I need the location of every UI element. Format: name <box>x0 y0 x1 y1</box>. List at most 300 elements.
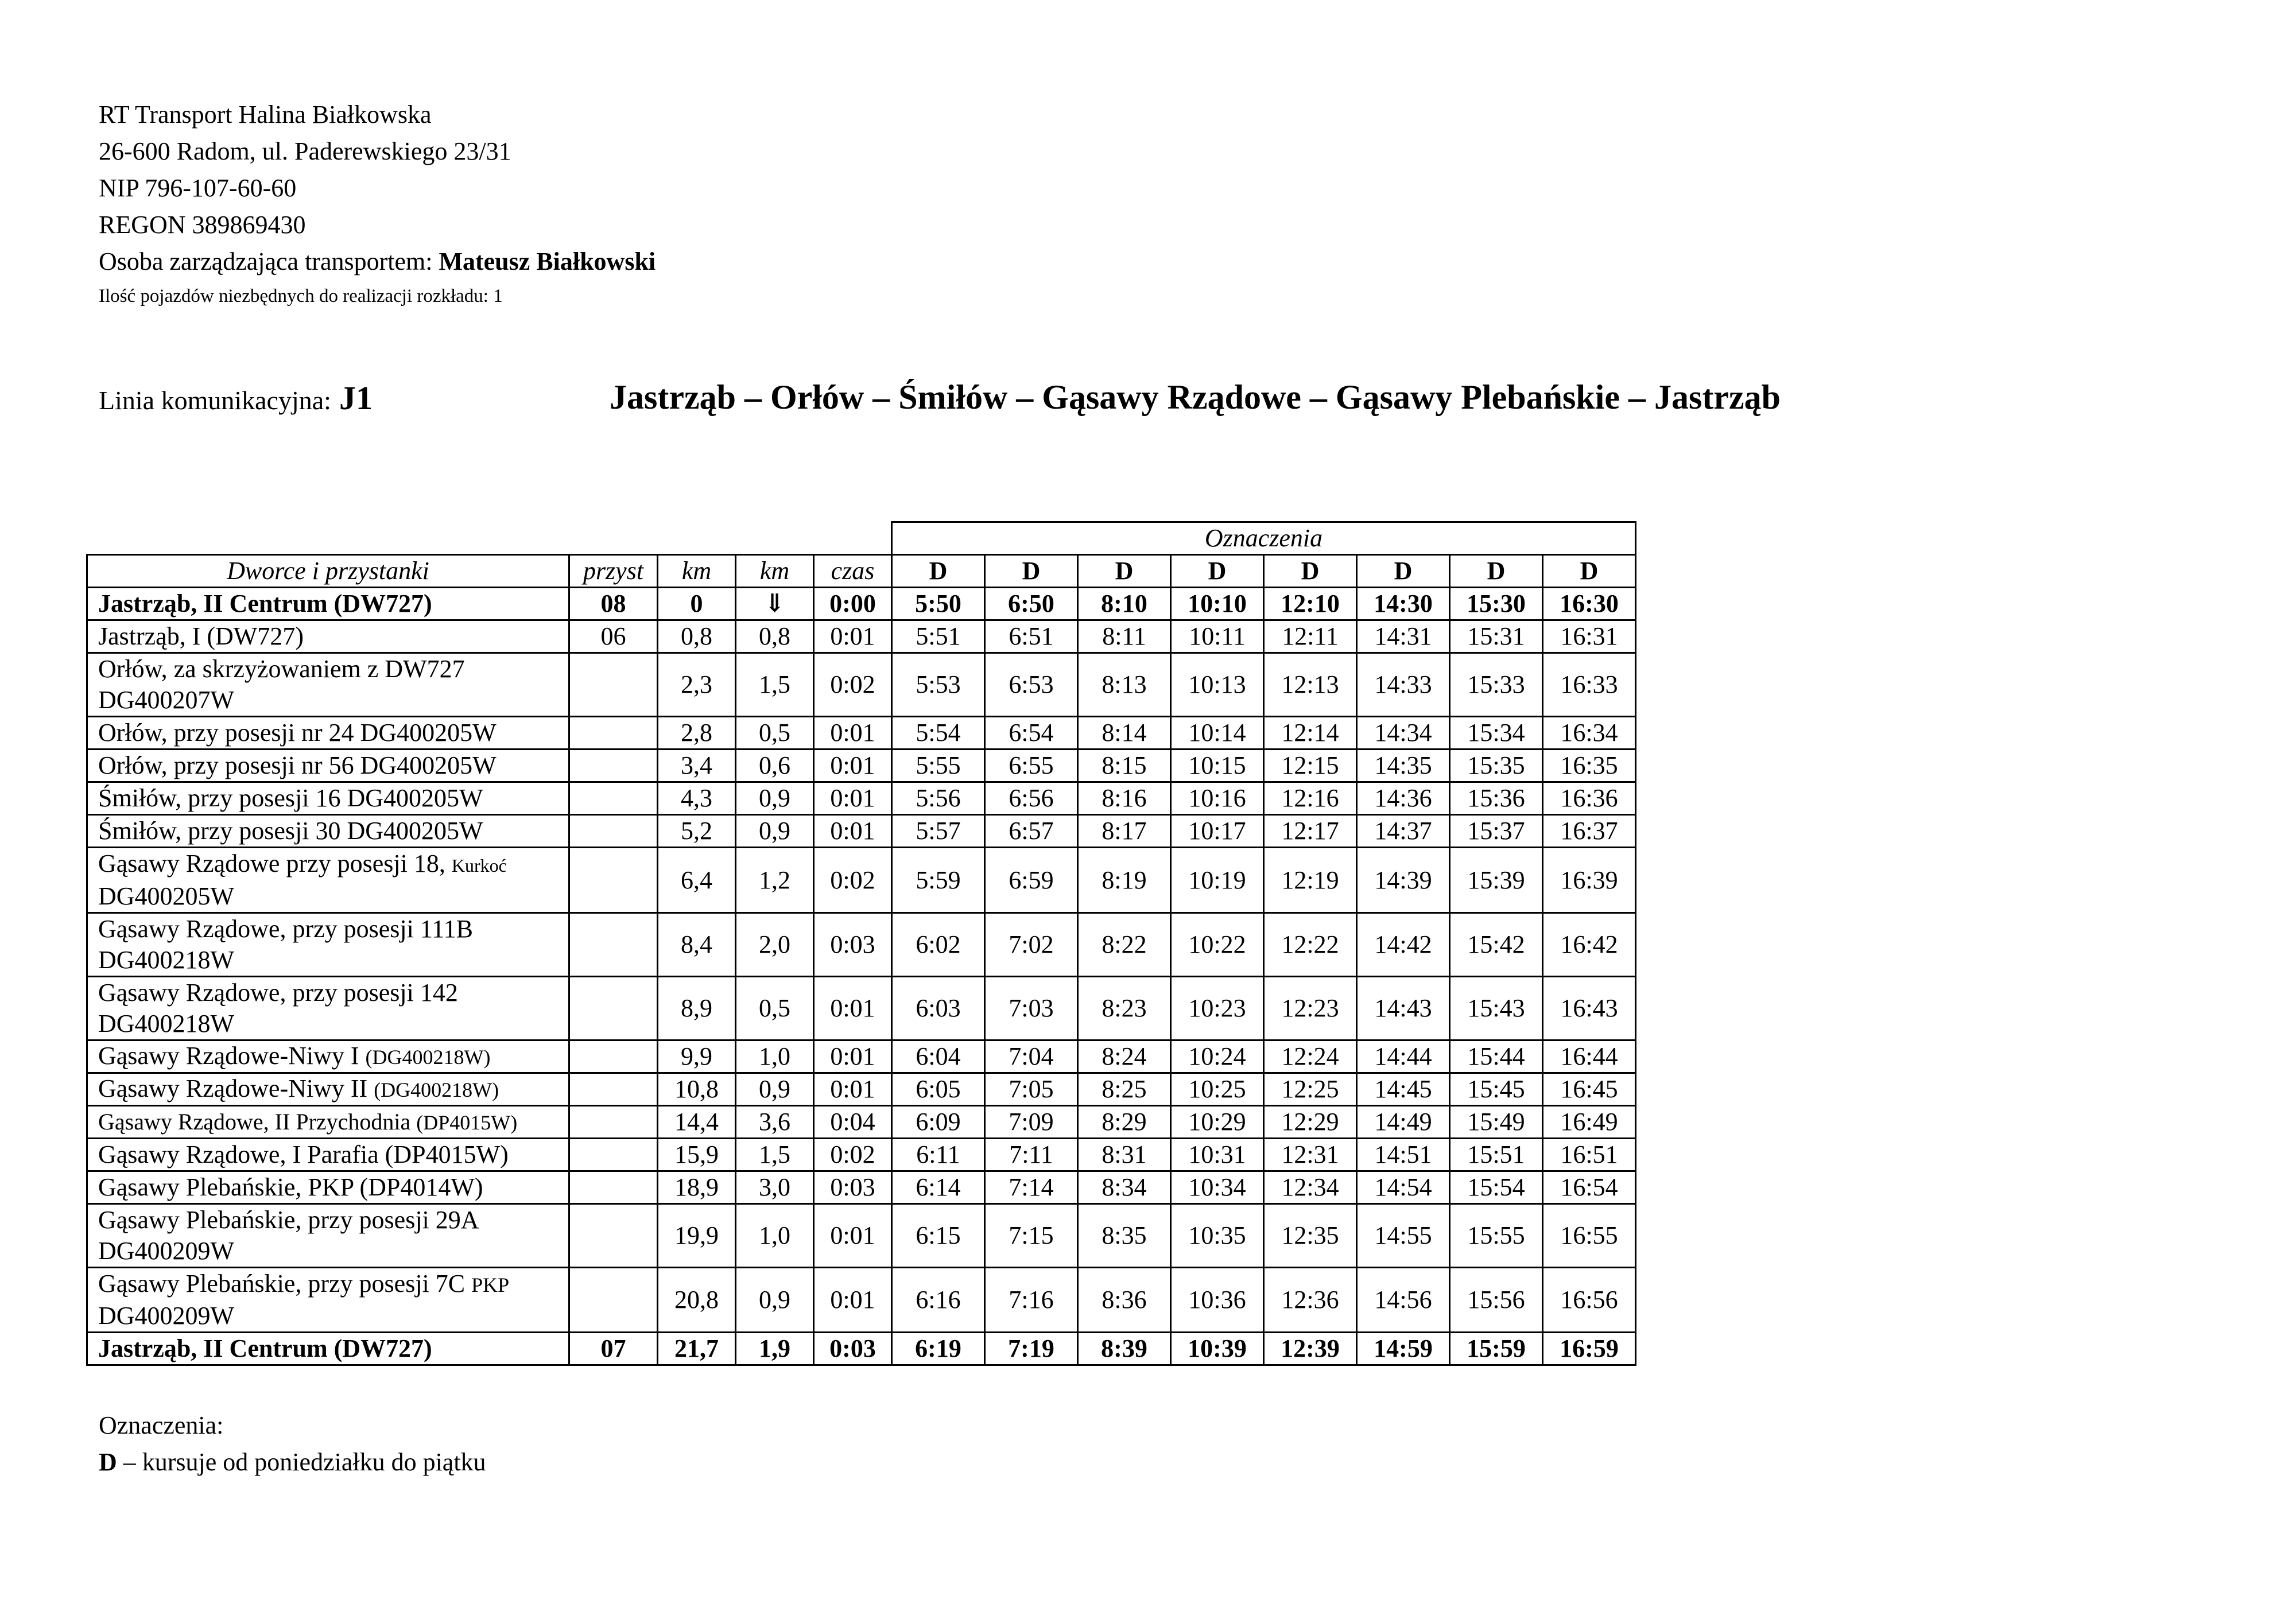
czas-cell: 0:03 <box>814 913 892 977</box>
table-row <box>87 750 1636 782</box>
line-label <box>99 379 373 417</box>
departure-time-cell: 10:31 <box>1171 1139 1264 1171</box>
departure-time-cell: 16:45 <box>1543 1073 1636 1106</box>
km-cell: 19,9 <box>658 1204 736 1268</box>
departure-time-cell: 6:03 <box>892 977 985 1040</box>
col-course: D <box>1078 555 1171 588</box>
departure-time-cell: 16:31 <box>1543 620 1636 653</box>
departure-time-cell: 15:34 <box>1450 717 1543 750</box>
czas-cell: 0:01 <box>814 1204 892 1268</box>
route-title: Jastrząb – Orłów – Śmiłów – Gąsawy Rządowe – Gąsawy Plebańskie – Jastrząb <box>610 378 1781 416</box>
departure-time-cell: 5:55 <box>892 750 985 782</box>
departure-time-cell: 12:19 <box>1264 848 1357 913</box>
departure-time-cell: 7:15 <box>985 1204 1078 1268</box>
departure-time-cell: 6:55 <box>985 750 1078 782</box>
przyst-cell <box>569 1040 658 1073</box>
departure-time-cell: 16:56 <box>1543 1268 1636 1333</box>
stop-name-cell <box>87 588 569 620</box>
czas-cell: 0:01 <box>814 750 892 782</box>
stop-name-suffix: (DG400218W) <box>374 1078 499 1101</box>
stop-name-suffix: Kurkoć <box>451 855 507 876</box>
table-row <box>87 815 1636 848</box>
table-row <box>87 588 1636 620</box>
departure-time-cell: 14:35 <box>1357 750 1450 782</box>
departure-time-cell: 8:17 <box>1078 815 1171 848</box>
line-label-text: Linia komunikacyjna: <box>99 386 331 415</box>
departure-time-cell: 6:11 <box>892 1139 985 1171</box>
departure-time-cell: 12:17 <box>1264 815 1357 848</box>
departure-time-cell: 10:16 <box>1171 782 1264 815</box>
table-row <box>87 977 1636 1040</box>
departure-time-cell: 10:11 <box>1171 620 1264 653</box>
departure-time-cell: 6:56 <box>985 782 1078 815</box>
table-row <box>87 1171 1636 1204</box>
departure-time-cell: 12:22 <box>1264 913 1357 977</box>
stop-name-cell <box>87 1333 569 1365</box>
departure-time-cell: 6:14 <box>892 1171 985 1204</box>
departure-time-cell: 15:30 <box>1450 588 1543 620</box>
table-row <box>87 1333 1636 1365</box>
departure-time-cell: 15:31 <box>1450 620 1543 653</box>
departure-time-cell: 14:42 <box>1357 913 1450 977</box>
stop-name: Gąsawy Rządowe, przy posesji 111B <box>98 915 473 943</box>
timetable <box>86 521 1636 1366</box>
przyst-cell <box>569 653 658 717</box>
col-course: D <box>1543 555 1636 588</box>
km-cell: 10,8 <box>658 1073 736 1106</box>
stop-name-cell <box>87 1268 569 1333</box>
departure-time-cell: 16:43 <box>1543 977 1636 1040</box>
km-cell: 18,9 <box>658 1171 736 1204</box>
km-cell: 5,2 <box>658 815 736 848</box>
departure-time-cell: 16:33 <box>1543 653 1636 717</box>
stop-code: DG400207W <box>98 686 235 714</box>
departure-time-cell: 14:49 <box>1357 1106 1450 1139</box>
km-section-cell: 3,6 <box>736 1106 814 1139</box>
departure-time-cell: 7:02 <box>985 913 1078 977</box>
przyst-cell <box>569 913 658 977</box>
company-info <box>99 96 656 312</box>
km-cell: 3,4 <box>658 750 736 782</box>
km-section-cell: 0,5 <box>736 977 814 1040</box>
departure-time-cell: 6:02 <box>892 913 985 977</box>
departure-time-cell: 15:33 <box>1450 653 1543 717</box>
stop-name-cell <box>87 1073 569 1106</box>
km-section-cell: 0,6 <box>736 750 814 782</box>
stop-name-cell <box>87 977 569 1040</box>
czas-cell: 0:01 <box>814 782 892 815</box>
stop-name: Gąsawy Rządowe-Niwy I <box>98 1042 366 1070</box>
departure-time-cell: 7:04 <box>985 1040 1078 1073</box>
departure-time-cell: 10:34 <box>1171 1171 1264 1204</box>
departure-time-cell: 16:34 <box>1543 717 1636 750</box>
departure-time-cell: 10:13 <box>1171 653 1264 717</box>
departure-time-cell: 8:13 <box>1078 653 1171 717</box>
departure-time-cell: 10:10 <box>1171 588 1264 620</box>
departure-time-cell: 7:03 <box>985 977 1078 1040</box>
departure-time-cell: 10:39 <box>1171 1333 1264 1365</box>
company-regon: REGON 389869430 <box>99 211 306 239</box>
table-row <box>87 913 1636 977</box>
group-header: Oznaczenia <box>892 522 1636 555</box>
stop-code: DG400218W <box>98 946 235 974</box>
manager-name: Mateusz Białkowski <box>439 247 656 275</box>
czas-cell: 0:01 <box>814 1073 892 1106</box>
departure-time-cell: 14:39 <box>1357 848 1450 913</box>
departure-time-cell: 6:50 <box>985 588 1078 620</box>
departure-time-cell: 16:37 <box>1543 815 1636 848</box>
vehicles-note: Ilość pojazdów niezbędnych do realizacji rozkładu: 1 <box>99 286 503 306</box>
timetable-body <box>87 588 1636 1365</box>
przyst-cell <box>569 1204 658 1268</box>
departure-time-cell: 16:51 <box>1543 1139 1636 1171</box>
departure-time-cell: 16:35 <box>1543 750 1636 782</box>
stop-name-suffix: PKP <box>471 1273 510 1296</box>
departure-time-cell: 6:15 <box>892 1204 985 1268</box>
departure-time-cell: 7:14 <box>985 1171 1078 1204</box>
stop-name-cell <box>87 848 569 913</box>
departure-time-cell: 15:43 <box>1450 977 1543 1040</box>
departure-time-cell: 14:37 <box>1357 815 1450 848</box>
company-address: 26-600 Radom, ul. Paderewskiego 23/31 <box>99 137 511 165</box>
departure-time-cell: 14:33 <box>1357 653 1450 717</box>
departure-time-cell: 12:34 <box>1264 1171 1357 1204</box>
departure-time-cell: 8:29 <box>1078 1106 1171 1139</box>
km-section-cell: 2,0 <box>736 913 814 977</box>
stop-name-cell <box>87 620 569 653</box>
departure-time-cell: 6:51 <box>985 620 1078 653</box>
departure-time-cell: 16:49 <box>1543 1106 1636 1139</box>
czas-cell: 0:02 <box>814 653 892 717</box>
km-section-cell: 1,9 <box>736 1333 814 1365</box>
stop-name-suffix: (DP4015W) <box>416 1111 518 1134</box>
departure-time-cell: 15:56 <box>1450 1268 1543 1333</box>
company-name: RT Transport Halina Białkowska <box>99 100 432 129</box>
departure-time-cell: 12:36 <box>1264 1268 1357 1333</box>
stop-name: Gąsawy Rządowe, I Parafia (DP4015W) <box>98 1140 509 1168</box>
col-course: D <box>1264 555 1357 588</box>
km-section-cell: 0,9 <box>736 1268 814 1333</box>
table-row <box>87 717 1636 750</box>
departure-time-cell: 8:14 <box>1078 717 1171 750</box>
departure-time-cell: 15:59 <box>1450 1333 1543 1365</box>
km-cell: 0 <box>658 588 736 620</box>
stop-name: Orłów, przy posesji nr 56 DG400205W <box>98 751 497 779</box>
czas-cell: 0:04 <box>814 1106 892 1139</box>
czas-cell: 0:01 <box>814 977 892 1040</box>
table-row <box>87 1073 1636 1106</box>
czas-cell: 0:02 <box>814 848 892 913</box>
departure-time-cell: 5:54 <box>892 717 985 750</box>
departure-time-cell: 16:36 <box>1543 782 1636 815</box>
stop-name: Gąsawy Plebańskie, przy posesji 7C <box>98 1269 472 1298</box>
legend-description: – kursuje od poniedziałku do piątku <box>117 1448 486 1476</box>
km-section-cell: 0,5 <box>736 717 814 750</box>
departure-time-cell: 6:05 <box>892 1073 985 1106</box>
czas-cell: 0:00 <box>814 588 892 620</box>
stop-name: Gąsawy Rządowe, przy posesji 142 <box>98 979 458 1007</box>
departure-time-cell: 6:16 <box>892 1268 985 1333</box>
departure-time-cell: 5:57 <box>892 815 985 848</box>
departure-time-cell: 5:51 <box>892 620 985 653</box>
czas-cell: 0:03 <box>814 1333 892 1365</box>
czas-cell: 0:02 <box>814 1139 892 1171</box>
col-course: D <box>985 555 1078 588</box>
stop-name-cell <box>87 782 569 815</box>
departure-time-cell: 16:30 <box>1543 588 1636 620</box>
col-course: D <box>1357 555 1450 588</box>
stop-name-cell <box>87 1040 569 1073</box>
departure-time-cell: 8:16 <box>1078 782 1171 815</box>
departure-time-cell: 14:45 <box>1357 1073 1450 1106</box>
departure-time-cell: 12:16 <box>1264 782 1357 815</box>
table-row <box>87 1040 1636 1073</box>
legend-title: Oznaczenia: <box>99 1411 224 1439</box>
departure-time-cell: 15:51 <box>1450 1139 1543 1171</box>
przyst-cell <box>569 782 658 815</box>
departure-time-cell: 8:19 <box>1078 848 1171 913</box>
departure-time-cell: 10:25 <box>1171 1073 1264 1106</box>
table-row <box>87 653 1636 717</box>
km-cell: 6,4 <box>658 848 736 913</box>
km-section-cell: 1,5 <box>736 1139 814 1171</box>
departure-time-cell: 5:53 <box>892 653 985 717</box>
departure-time-cell: 10:36 <box>1171 1268 1264 1333</box>
departure-time-cell: 10:22 <box>1171 913 1264 977</box>
departure-time-cell: 15:54 <box>1450 1171 1543 1204</box>
departure-time-cell: 12:29 <box>1264 1106 1357 1139</box>
przyst-cell: 07 <box>569 1333 658 1365</box>
departure-time-cell: 15:42 <box>1450 913 1543 977</box>
table-row <box>87 782 1636 815</box>
departure-time-cell: 8:36 <box>1078 1268 1171 1333</box>
departure-time-cell: 7:05 <box>985 1073 1078 1106</box>
departure-time-cell: 8:22 <box>1078 913 1171 977</box>
departure-time-cell: 6:59 <box>985 848 1078 913</box>
departure-time-cell: 7:11 <box>985 1139 1078 1171</box>
departure-time-cell: 12:10 <box>1264 588 1357 620</box>
stop-name: Jastrząb, II Centrum (DW727) <box>98 589 432 618</box>
przyst-cell <box>569 815 658 848</box>
stop-name: Gąsawy Plebańskie, PKP (DP4014W) <box>98 1173 483 1201</box>
czas-cell: 0:01 <box>814 717 892 750</box>
przyst-cell <box>569 1268 658 1333</box>
col-course: D <box>1171 555 1264 588</box>
przyst-cell <box>569 1073 658 1106</box>
departure-time-cell: 14:31 <box>1357 620 1450 653</box>
km-cell: 2,3 <box>658 653 736 717</box>
legend-item <box>99 1444 486 1481</box>
km-cell: 8,4 <box>658 913 736 977</box>
manager-label: Osoba zarządzająca transportem: <box>99 247 439 275</box>
departure-time-cell: 12:39 <box>1264 1333 1357 1365</box>
col-course: D <box>1450 555 1543 588</box>
departure-time-cell: 10:35 <box>1171 1204 1264 1268</box>
km-cell: 21,7 <box>658 1333 736 1365</box>
departure-time-cell: 12:24 <box>1264 1040 1357 1073</box>
departure-time-cell: 15:45 <box>1450 1073 1543 1106</box>
stop-name: Śmiłów, przy posesji 30 DG400205W <box>98 817 483 845</box>
col-km-section: km <box>736 555 814 588</box>
stop-name-suffix: (DG400218W) <box>365 1046 491 1069</box>
stop-name: Jastrząb, II Centrum (DW727) <box>98 1334 432 1362</box>
departure-time-cell: 12:25 <box>1264 1073 1357 1106</box>
column-header-row <box>87 555 1636 588</box>
km-cell: 8,9 <box>658 977 736 1040</box>
table-row <box>87 1106 1636 1139</box>
departure-time-cell: 10:17 <box>1171 815 1264 848</box>
czas-cell: 0:01 <box>814 815 892 848</box>
km-section-cell: ⇓ <box>736 588 814 620</box>
przyst-cell <box>569 1106 658 1139</box>
departure-time-cell: 6:19 <box>892 1333 985 1365</box>
stop-name-cell <box>87 1171 569 1204</box>
km-section-cell: 1,5 <box>736 653 814 717</box>
departure-time-cell: 10:24 <box>1171 1040 1264 1073</box>
line-code: J1 <box>339 379 373 417</box>
stop-name-cell <box>87 717 569 750</box>
group-header-spacer <box>87 522 892 555</box>
departure-time-cell: 10:14 <box>1171 717 1264 750</box>
czas-cell: 0:01 <box>814 1040 892 1073</box>
legend-code: D <box>99 1448 117 1476</box>
przyst-cell <box>569 750 658 782</box>
departure-time-cell: 14:44 <box>1357 1040 1450 1073</box>
km-cell: 15,9 <box>658 1139 736 1171</box>
km-section-cell: 1,2 <box>736 848 814 913</box>
departure-time-cell: 8:10 <box>1078 588 1171 620</box>
przyst-cell <box>569 977 658 1040</box>
departure-time-cell: 16:54 <box>1543 1171 1636 1204</box>
departure-time-cell: 6:53 <box>985 653 1078 717</box>
stop-name-cell <box>87 653 569 717</box>
departure-time-cell: 8:15 <box>1078 750 1171 782</box>
km-cell: 0,8 <box>658 620 736 653</box>
km-section-cell: 3,0 <box>736 1171 814 1204</box>
stop-name-cell <box>87 750 569 782</box>
departure-time-cell: 15:44 <box>1450 1040 1543 1073</box>
departure-time-cell: 14:43 <box>1357 977 1450 1040</box>
departure-time-cell: 8:34 <box>1078 1171 1171 1204</box>
stop-code: DG400218W <box>98 1009 235 1038</box>
departure-time-cell: 16:55 <box>1543 1204 1636 1268</box>
departure-time-cell: 10:23 <box>1171 977 1264 1040</box>
stop-name: Gąsawy Rządowe, II Przychodnia <box>98 1108 417 1135</box>
col-km: km <box>658 555 736 588</box>
stop-name-cell <box>87 1204 569 1268</box>
departure-time-cell: 8:23 <box>1078 977 1171 1040</box>
table-row <box>87 620 1636 653</box>
departure-time-cell: 14:54 <box>1357 1171 1450 1204</box>
departure-time-cell: 14:34 <box>1357 717 1450 750</box>
czas-cell: 0:01 <box>814 620 892 653</box>
departure-time-cell: 12:31 <box>1264 1139 1357 1171</box>
departure-time-cell: 6:04 <box>892 1040 985 1073</box>
stop-name: Śmiłów, przy posesji 16 DG400205W <box>98 784 483 812</box>
departure-time-cell: 7:19 <box>985 1333 1078 1365</box>
stop-code: DG400205W <box>98 882 235 910</box>
departure-time-cell: 12:14 <box>1264 717 1357 750</box>
departure-time-cell: 15:49 <box>1450 1106 1543 1139</box>
przyst-cell: 06 <box>569 620 658 653</box>
departure-time-cell: 16:44 <box>1543 1040 1636 1073</box>
table-row <box>87 1139 1636 1171</box>
przyst-cell: 08 <box>569 588 658 620</box>
czas-cell: 0:01 <box>814 1268 892 1333</box>
stop-name-cell <box>87 913 569 977</box>
departure-time-cell: 10:15 <box>1171 750 1264 782</box>
departure-time-cell: 8:24 <box>1078 1040 1171 1073</box>
departure-time-cell: 6:09 <box>892 1106 985 1139</box>
departure-time-cell: 14:36 <box>1357 782 1450 815</box>
departure-time-cell: 14:56 <box>1357 1268 1450 1333</box>
table-row <box>87 848 1636 913</box>
departure-time-cell: 10:19 <box>1171 848 1264 913</box>
km-section-cell: 0,9 <box>736 1073 814 1106</box>
departure-time-cell: 8:31 <box>1078 1139 1171 1171</box>
departure-time-cell: 7:09 <box>985 1106 1078 1139</box>
departure-time-cell: 12:11 <box>1264 620 1357 653</box>
km-section-cell: 0,9 <box>736 782 814 815</box>
departure-time-cell: 8:39 <box>1078 1333 1171 1365</box>
przyst-cell <box>569 717 658 750</box>
czas-cell: 0:03 <box>814 1171 892 1204</box>
departure-time-cell: 16:39 <box>1543 848 1636 913</box>
departure-time-cell: 12:13 <box>1264 653 1357 717</box>
departure-time-cell: 8:25 <box>1078 1073 1171 1106</box>
przyst-cell <box>569 848 658 913</box>
departure-time-cell: 8:35 <box>1078 1204 1171 1268</box>
departure-time-cell: 12:23 <box>1264 977 1357 1040</box>
departure-time-cell: 16:42 <box>1543 913 1636 977</box>
stop-name: Jastrząb, I (DW727) <box>98 622 304 650</box>
departure-time-cell: 5:56 <box>892 782 985 815</box>
legend <box>99 1407 486 1481</box>
departure-time-cell: 6:54 <box>985 717 1078 750</box>
col-stops: Dworce i przystanki <box>87 555 569 588</box>
km-cell: 2,8 <box>658 717 736 750</box>
stop-name: Gąsawy Rządowe przy posesji 18, <box>98 849 452 877</box>
km-cell: 20,8 <box>658 1268 736 1333</box>
km-section-cell: 1,0 <box>736 1040 814 1073</box>
departure-time-cell: 7:16 <box>985 1268 1078 1333</box>
departure-time-cell: 10:29 <box>1171 1106 1264 1139</box>
departure-time-cell: 15:55 <box>1450 1204 1543 1268</box>
departure-time-cell: 8:11 <box>1078 620 1171 653</box>
departure-time-cell: 14:51 <box>1357 1139 1450 1171</box>
transport-manager <box>99 243 656 280</box>
departure-time-cell: 15:35 <box>1450 750 1543 782</box>
departure-time-cell: 5:50 <box>892 588 985 620</box>
stop-name: Gąsawy Rządowe-Niwy II <box>98 1074 374 1102</box>
departure-time-cell: 5:59 <box>892 848 985 913</box>
km-cell: 14,4 <box>658 1106 736 1139</box>
departure-time-cell: 15:36 <box>1450 782 1543 815</box>
stop-name-cell <box>87 1139 569 1171</box>
col-czas: czas <box>814 555 892 588</box>
departure-time-cell: 12:15 <box>1264 750 1357 782</box>
departure-time-cell: 14:59 <box>1357 1333 1450 1365</box>
km-section-cell: 0,9 <box>736 815 814 848</box>
table-row <box>87 1204 1636 1268</box>
table-row <box>87 1268 1636 1333</box>
stop-name-cell <box>87 1106 569 1139</box>
stop-code: DG400209W <box>98 1237 235 1265</box>
col-course: D <box>892 555 985 588</box>
stop-code: DG400209W <box>98 1302 235 1330</box>
group-header-row <box>87 522 1636 555</box>
stop-name: Orłów, za skrzyżowaniem z DW727 <box>98 655 465 683</box>
